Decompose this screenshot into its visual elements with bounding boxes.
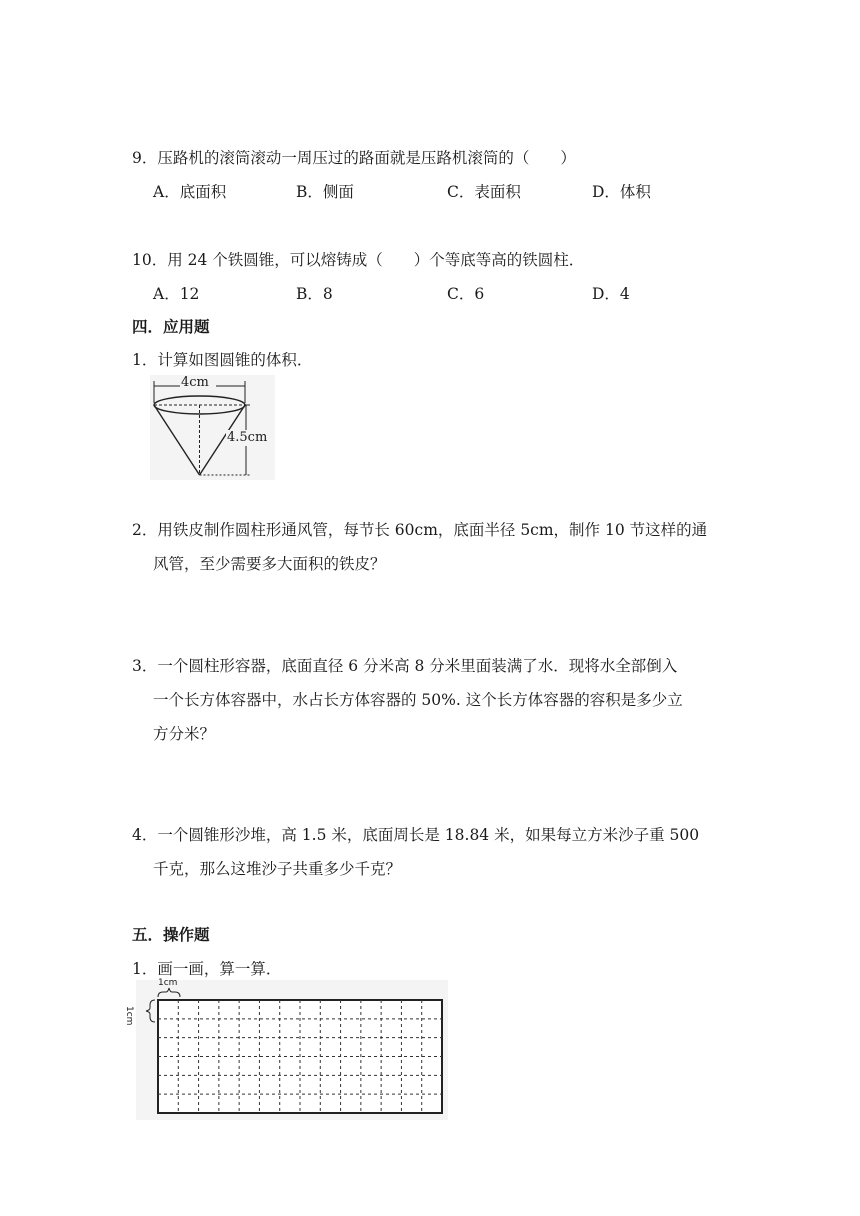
s5-problem-1-text: 1．画一画，算一算． xyxy=(132,960,282,978)
grid-unit-x-label: 1cm xyxy=(158,978,178,988)
q9-option-c: C．表面积 xyxy=(447,183,521,201)
q10-option-c: C．6 xyxy=(447,285,485,303)
s4-problem-1-text: 1．计算如图圆锥的体积． xyxy=(132,351,313,369)
s4-problem-2-line2: 风管，至少需要多大面积的铁皮？ xyxy=(153,555,386,573)
section-4-title: 四．应用题 xyxy=(132,318,210,336)
q9-option-b: B．侧面 xyxy=(296,183,354,201)
s4-problem-3-line2: 一个长方体容器中，水占长方体容器的 50%. 这个长方体容器的容积是多少立 xyxy=(153,691,683,709)
q10-option-b: B．8 xyxy=(296,285,333,303)
cone-diameter-label: 4cm xyxy=(181,375,209,390)
grid-figure xyxy=(124,978,448,1120)
q9-option-d: D．体积 xyxy=(592,183,651,201)
s4-problem-4-line1: 4．一个圆锥形沙堆，高 1.5 米，底面周长是 18.84 米，如果每立方米沙子重 500 xyxy=(132,826,700,844)
question-9-text: 9．压路机的滚筒滚动一周压过的路面就是压路机滚筒的（ ） xyxy=(132,149,576,167)
q10-option-a: A．12 xyxy=(153,285,200,303)
q10-option-d: D．4 xyxy=(592,285,630,303)
cone-figure xyxy=(150,375,275,480)
question-10-text: 10．用 24 个铁圆锥，可以熔铸成（ ）个等底等高的铁圆柱． xyxy=(132,251,585,269)
cone-height-label: 4.5cm xyxy=(227,430,268,445)
s4-problem-4-line2: 千克，那么这堆沙子共重多少千克？ xyxy=(153,860,402,878)
section-5-title: 五．操作题 xyxy=(132,926,210,944)
q9-option-a: A．底面积 xyxy=(153,183,227,201)
s4-problem-2-line1: 2．用铁皮制作圆柱形通风管，每节长 60cm，底面半径 5cm，制作 10 节这样的通 xyxy=(132,521,708,539)
s4-problem-3-line1: 3．一个圆柱形容器，底面直径 6 分米高 8 分米里面装满了水．现将水全部倒入 xyxy=(132,657,678,675)
s4-problem-3-line3: 方分米？ xyxy=(153,725,216,743)
grid-unit-y-label: 1cm xyxy=(124,1006,134,1026)
